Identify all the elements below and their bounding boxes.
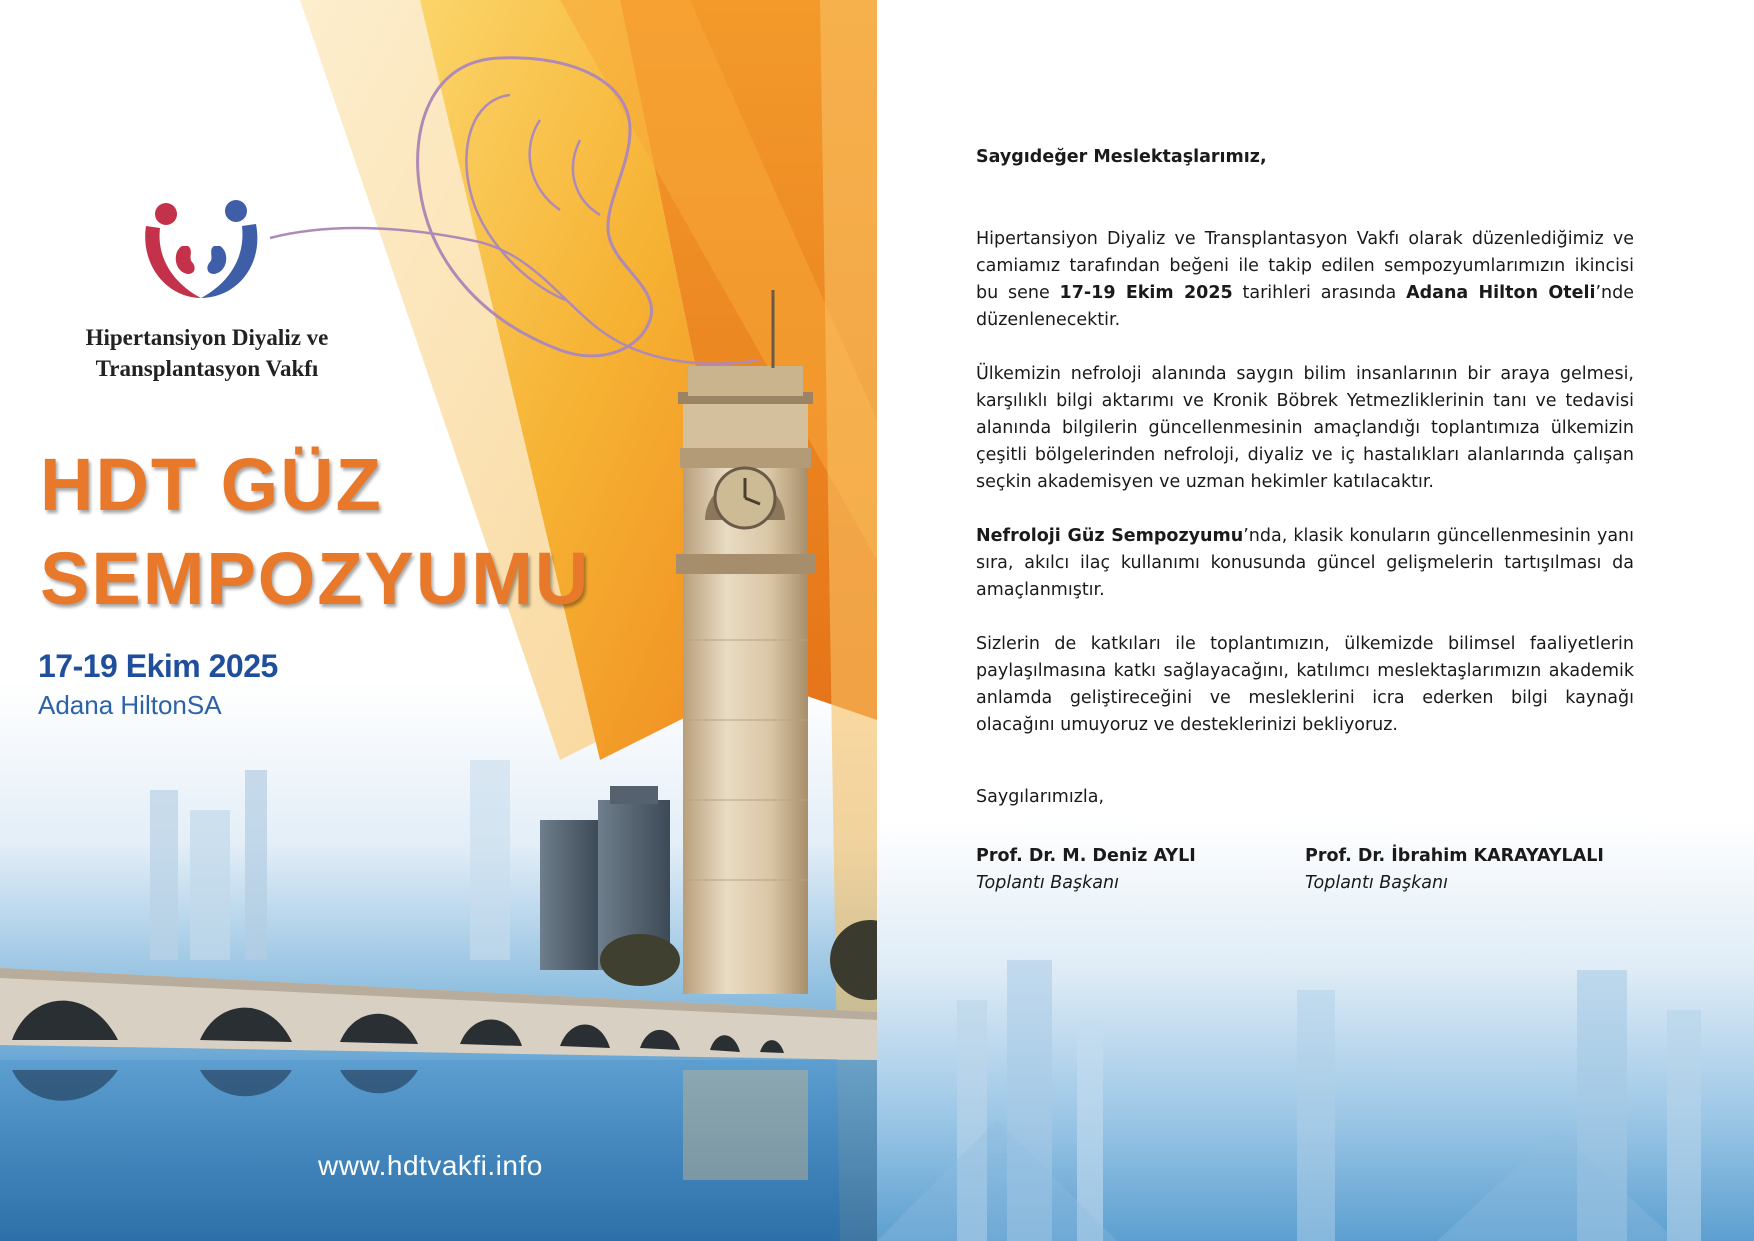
signature-1	[976, 843, 1305, 897]
foundation-name	[48, 322, 366, 384]
signatory-role: Toplantı Başkanı	[1305, 873, 1448, 893]
letter-paragraph-3	[976, 523, 1634, 604]
signature-2	[1305, 843, 1634, 897]
signatory-role: Toplantı Başkanı	[976, 873, 1119, 893]
p1-venue: Adana Hilton Oteli	[1406, 283, 1596, 303]
event-date: 17-19 Ekim 2025	[38, 648, 278, 684]
website-link[interactable]: www.hdtvakfi.info	[318, 1150, 543, 1181]
p1-text-e: ’nde düzenlenecektir.	[976, 283, 1634, 330]
foundation-name-line1: Hipertansiyon Diyaliz ve	[85, 325, 329, 350]
letter-paragraph-2: Ülkemizin nefroloji alanında saygın bilim insanlarının bir araya gelmesi, karşılıklı bilgi aktarımı ve Kronik Böbrek Yetmezliklerinin tanı ve tedavisi alanında bilgilerin güncellenmesinin amaçlandığı toplantımıza ülkemizin çeşitli bölgelerinden nefroloji, diyaliz ve iç hastalıkları alanlarında çalışan seçkin akademisyen ve uzman hekimler katılacaktır.	[976, 364, 1634, 492]
p1-text-c: tarihleri arasında	[1232, 283, 1407, 303]
symposium-title	[40, 438, 640, 626]
letter-body	[976, 144, 1634, 897]
foundation-logo	[138, 196, 264, 302]
signatory-name: Prof. Dr. M. Deniz AYLI	[976, 846, 1196, 866]
symposium-title-line1: HDT GÜZ	[40, 443, 383, 526]
symposium-title-line2: SEMPOZYUMU	[40, 537, 591, 620]
p1-text-a: Hipertansiyon Diyaliz ve Transplantasyon Vakfı olarak düzenlediğimiz ve camiamız tarafından beğeni ile takip edilen sempozyumlarımızın ikincisi bu sene	[976, 229, 1634, 303]
p3-text-b: ’nda, klasik konuların güncellenmesinin yanı sıra, akılcı ilaç kullanımı konusunda güncel gelişmelerin tartışılması da amaçlanmıştır.	[976, 526, 1634, 600]
signatory-name: Prof. Dr. İbrahim KARAYAYLALI	[1305, 846, 1604, 866]
foundation-name-line2: Transplantasyon Vakfı	[95, 356, 319, 381]
p1-event-dates: 17-19 Ekim 2025	[1059, 283, 1233, 303]
letter-salutation: Saygıdeğer Meslektaşlarımız,	[976, 147, 1267, 167]
signatures	[976, 843, 1634, 897]
event-venue: Adana HiltonSA	[38, 690, 222, 720]
letter-closing: Saygılarımızla,	[976, 787, 1105, 807]
letter-panel	[877, 0, 1754, 1241]
letter-paragraph-4: Sizlerin de katkıları ile toplantımızın, ülkemizde bilimsel faaliyetlerin paylaşılmasına katkı sağlayacağını, katılımcı meslektaşlarımızın akademik anlamda geliştireceğini ve mesleklerini icra ederken bilgi kaynağı olacağını umuyoruz ve desteklerinizi bekliyoruz.	[976, 634, 1634, 735]
p3-symposium-name: Nefroloji Güz Sempozyumu	[976, 526, 1244, 546]
letter-paragraph-1	[976, 226, 1634, 334]
